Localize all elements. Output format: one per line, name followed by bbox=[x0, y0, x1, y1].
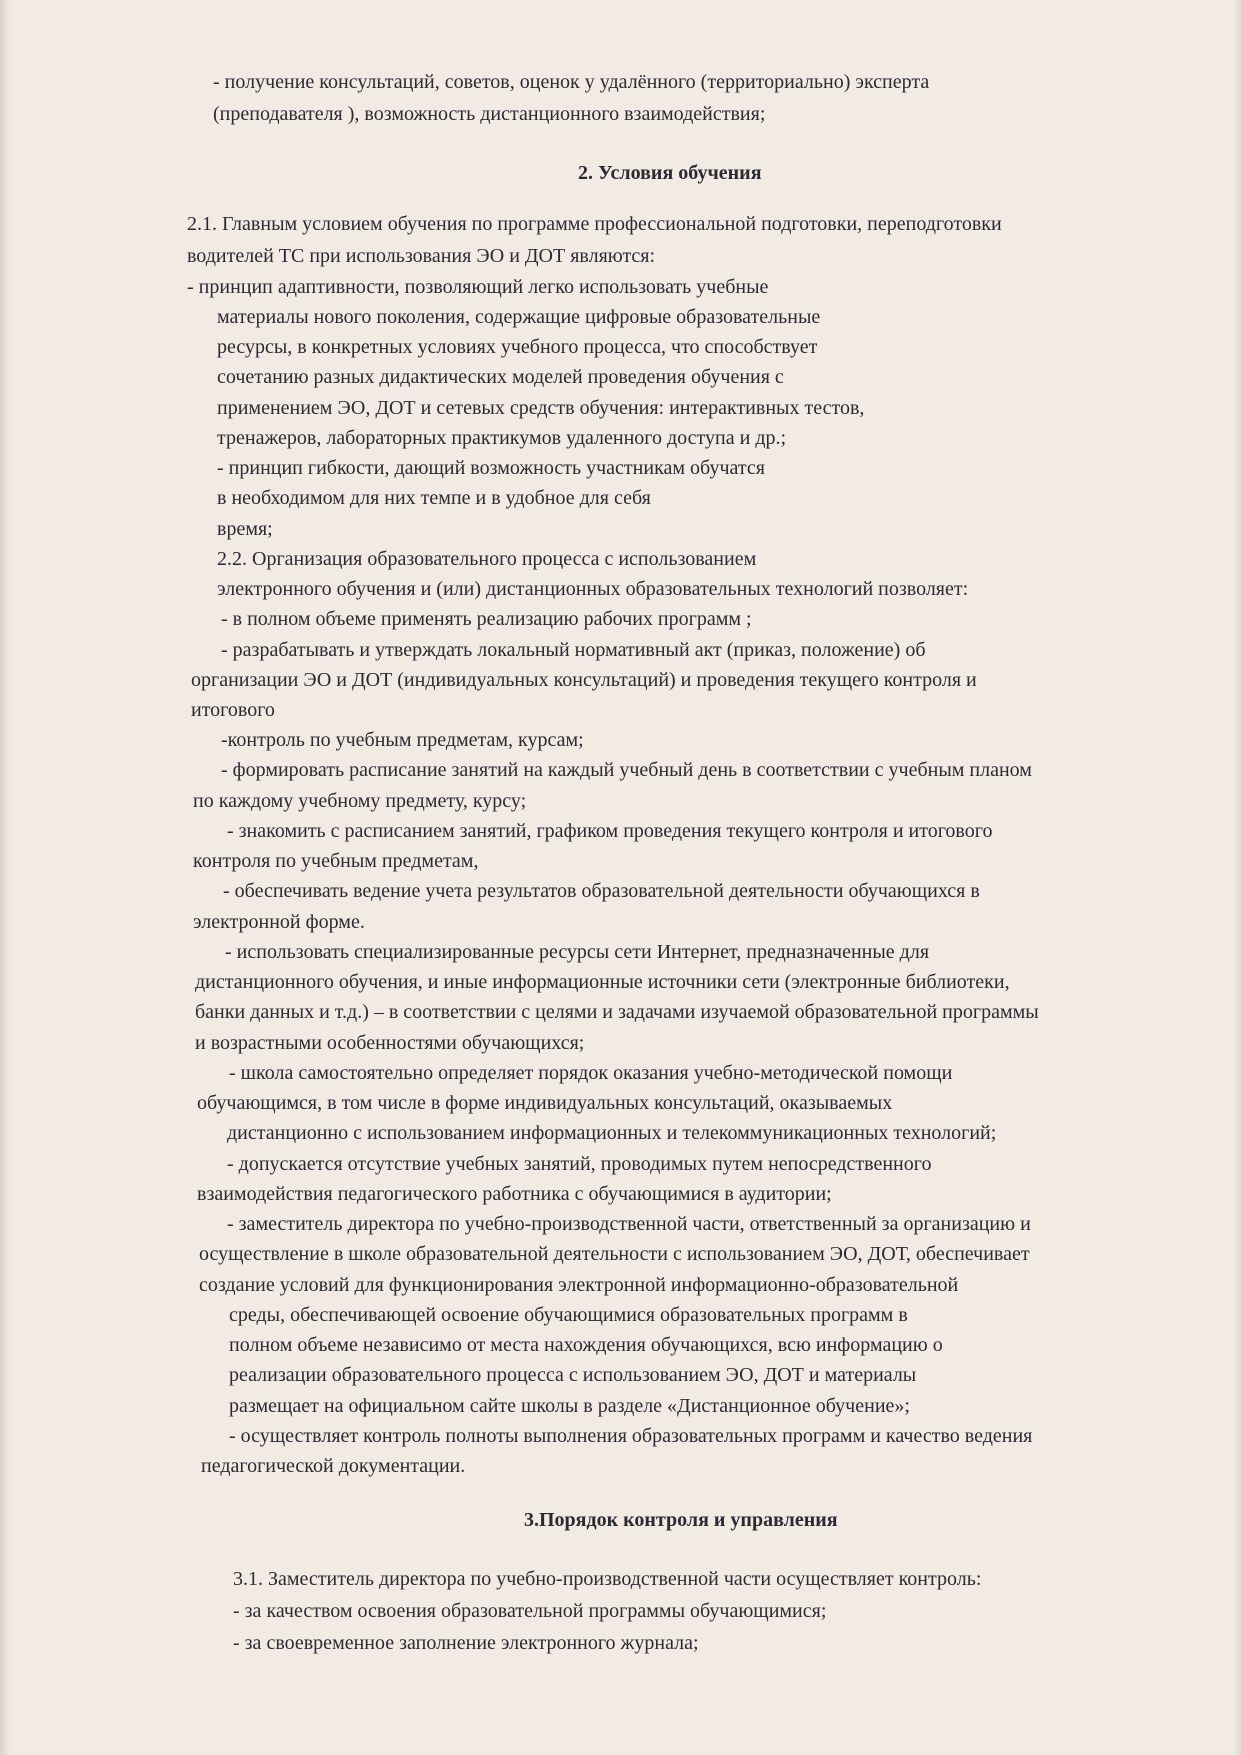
text-line: - допускается отсутствие учебных занятий, проводимых путем непосредственного bbox=[227, 1153, 932, 1175]
page-edge-left bbox=[0, 0, 10, 1755]
text-line: - обеспечивать ведение учета результатов образовательной деятельности обучающихся в bbox=[223, 880, 980, 902]
text-line: 2.2. Организация образовательного процесса с использованием bbox=[217, 548, 757, 570]
text-line: контроля по учебным предметам, bbox=[193, 850, 479, 872]
text-line: применением ЭО, ДОТ и сетевых средств обучения: интерактивных тестов, bbox=[217, 397, 865, 419]
text-line: - принцип гибкости, дающий возможность участникам обучатся bbox=[217, 457, 765, 479]
text-line: электронной форме. bbox=[193, 911, 365, 933]
text-line: итогового bbox=[191, 699, 275, 721]
text-line: размещает на официальном сайте школы в разделе «Дистанционное обучение»; bbox=[229, 1395, 910, 1417]
text-line: по каждому учебному предмету, курсу; bbox=[193, 790, 527, 812]
text-line: - за качеством освоения образовательной программы обучающимися; bbox=[233, 1600, 827, 1622]
text-line: дистанционного обучения, и иные информационные источники сети (электронные библиотеки, bbox=[195, 971, 1010, 993]
text-line: организации ЭО и ДОТ (индивидуальных консультаций) и проведения текущего контроля и bbox=[191, 669, 977, 691]
page-edge-right bbox=[1233, 0, 1241, 1755]
text-line: - принцип адаптивности, позволяющий легко использовать учебные bbox=[187, 276, 769, 298]
text-line: полном объеме независимо от места нахождения обучающихся, всю информацию о bbox=[229, 1334, 943, 1356]
text-line: 3.1. Заместитель директора по учебно-производственной части осуществляет контроль: bbox=[233, 1568, 982, 1590]
text-line: - школа самостоятельно определяет порядок оказания учебно-методической помощи bbox=[229, 1062, 953, 1084]
text-line: время; bbox=[217, 518, 273, 540]
text-line: реализации образовательного процесса с использованием ЭО, ДОТ и материалы bbox=[229, 1364, 917, 1386]
text-line: -контроль по учебным предметам, курсам; bbox=[221, 729, 584, 751]
text-line: электронного обучения и (или) дистанционных образовательных технологий позволяет: bbox=[217, 578, 969, 600]
text-line: банки данных и т.д.) – в соответствии с целями и задачами изучаемой образовательной программы bbox=[195, 1001, 1039, 1023]
text-line: - формировать расписание занятий на каждый учебный день в соответствии с учебным планом bbox=[221, 759, 1032, 781]
intro-line: (преподавателя ), возможность дистанционного взаимодействия; bbox=[213, 103, 766, 125]
text-line: осуществление в школе образовательной деятельности с использованием ЭО, ДОТ, обеспечивает bbox=[199, 1243, 1030, 1265]
text-line: материалы нового поколения, содержащие цифровые образовательные bbox=[217, 306, 821, 328]
text-line: - в полном объеме применять реализацию рабочих программ ; bbox=[221, 608, 752, 630]
text-line: дистанционно с использованием информационных и телекоммуникационных технологий; bbox=[227, 1122, 997, 1144]
intro-line: - получение консультаций, советов, оценок у удалённого (территориально) эксперта bbox=[213, 71, 930, 93]
text-line: педагогической документации. bbox=[201, 1455, 466, 1477]
section-heading-2: 2. Условия обучения bbox=[578, 162, 762, 184]
text-line: водителей ТС при использования ЭО и ДОТ являются: bbox=[187, 245, 656, 267]
text-line: - заместитель директора по учебно-производственной части, ответственный за организацию и bbox=[227, 1213, 1031, 1235]
text-line: - осуществляет контроль полноты выполнения образовательных программ и качество ведения bbox=[229, 1425, 1033, 1447]
text-line: - знакомить с расписанием занятий, графиком проведения текущего контроля и итогового bbox=[227, 820, 993, 842]
text-line: - использовать специализированные ресурсы сети Интернет, предназначенные для bbox=[225, 941, 930, 963]
text-line: тренажеров, лабораторных практикумов удаленного доступа и др.; bbox=[217, 427, 787, 449]
text-line: в необходимом для них темпе и в удобное для себя bbox=[217, 487, 651, 509]
text-line: ресурсы, в конкретных условиях учебного процесса, что способствует bbox=[217, 336, 818, 358]
text-line: и возрастными особенностями обучающихся; bbox=[195, 1032, 585, 1054]
text-line: среды, обеспечивающей освоение обучающимися образовательных программ в bbox=[229, 1304, 908, 1326]
text-line: взаимодействия педагогического работника с обучающимися в аудитории; bbox=[197, 1183, 832, 1205]
text-line: обучающимся, в том числе в форме индивидуальных консультаций, оказываемых bbox=[197, 1092, 893, 1114]
text-line: - за своевременное заполнение электронного журнала; bbox=[233, 1632, 699, 1654]
text-line: создание условий для функционирования электронной информационно-образовательной bbox=[199, 1274, 959, 1296]
section-heading-3: 3.Порядок контроля и управления bbox=[524, 1509, 838, 1531]
text-line: 2.1. Главным условием обучения по программе профессиональной подготовки, переподготовки bbox=[187, 213, 1002, 235]
text-line: - разрабатывать и утверждать локальный нормативный акт (приказ, положение) об bbox=[221, 639, 926, 661]
text-line: сочетанию разных дидактических моделей проведения обучения с bbox=[217, 366, 784, 388]
